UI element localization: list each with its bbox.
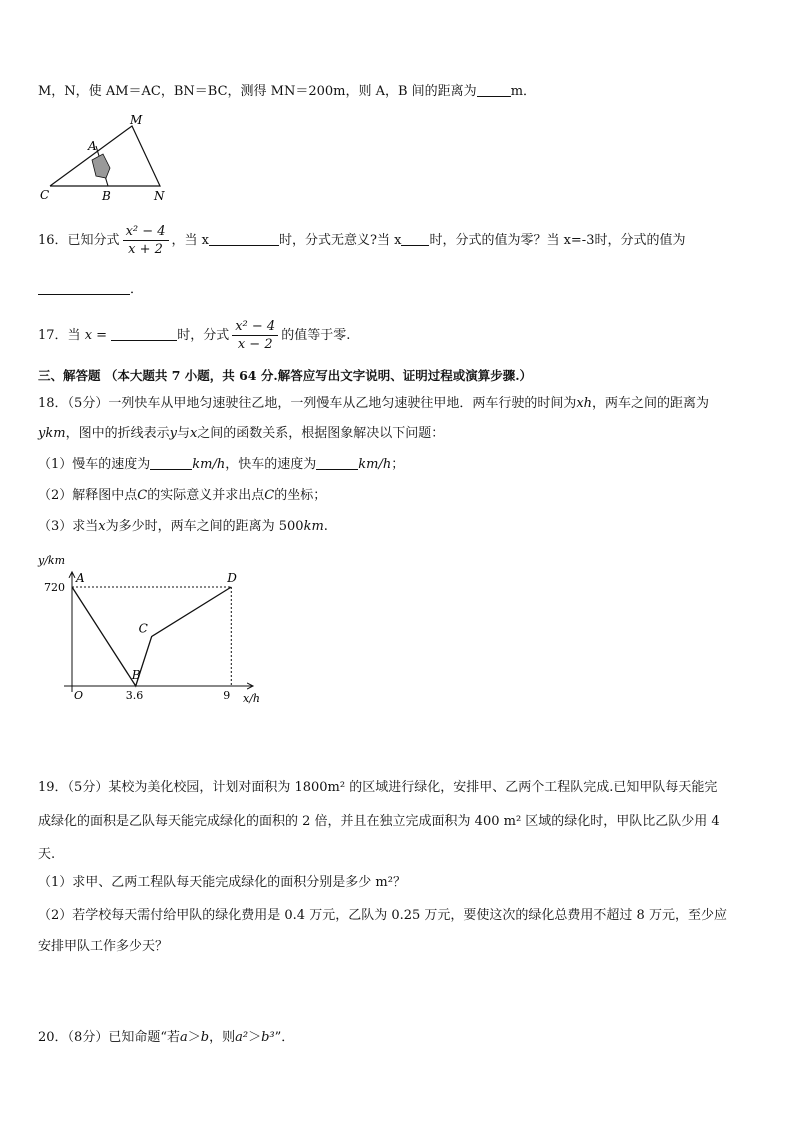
- q16-blank-2: [401, 231, 429, 246]
- q18-s2-text-e: 的坐标；: [274, 488, 327, 503]
- q20-a-squared: a²: [235, 1030, 249, 1045]
- label-a: A: [88, 139, 97, 153]
- x-axis-label: x/h: [243, 692, 260, 705]
- q18-s1-unit-2: km/h: [358, 457, 392, 472]
- q20-gt-2: ＞: [248, 1030, 262, 1045]
- q19-sub-1: （1）求甲、乙两工程队每天能完成绿化的面积分别是多少 m²？: [38, 875, 406, 890]
- q15-triangle-figure: [36, 112, 176, 204]
- q16-fraction: [123, 223, 169, 258]
- q16-blank-3: [38, 280, 130, 295]
- q18-s3-text-e: .: [323, 519, 328, 534]
- point-label-c: C: [138, 621, 148, 636]
- q16-line-2: [38, 280, 143, 300]
- q18-s2-c2: C: [264, 488, 275, 503]
- q19-line-2: 成绿化的面积是乙队每天能完成绿化的面积的 2 倍，并且在独立完成面积为 400 m² 区域的绿化时，甲队比乙队少用 4: [38, 814, 720, 829]
- q16-number: 16．: [38, 233, 68, 248]
- q15-answer-blank: [477, 82, 511, 97]
- q18-line-2: [38, 424, 444, 444]
- q18-s1-text-e: ；: [391, 457, 405, 472]
- x-tick-label-3-6: 3.6: [125, 689, 144, 702]
- q18-graph: [30, 548, 280, 708]
- q18-s3-text-a: （3）求当: [38, 519, 99, 534]
- q16-numerator: x² − 4: [123, 223, 169, 241]
- pond-shape: [92, 154, 110, 178]
- q18-s3-text-c: 为多少时，两车之间的距离为 500: [105, 519, 304, 534]
- q16-text-5: ．: [130, 282, 144, 297]
- point-label-b: B: [131, 668, 141, 682]
- q16-blank-1: [209, 231, 279, 246]
- label-c: C: [40, 188, 50, 202]
- q20-text-e: ，则: [209, 1030, 236, 1045]
- q16-text-1: 已知分式: [67, 233, 120, 248]
- q18-line-1: [38, 394, 709, 414]
- q17-numerator: x² − 4: [232, 318, 278, 336]
- label-b: B: [102, 189, 111, 203]
- q18-s1-text-a: （1）慢车的速度为: [38, 457, 151, 472]
- q18-text-2d: 与: [176, 426, 190, 441]
- q15-line: [38, 82, 536, 102]
- q20-var-b: b: [200, 1030, 210, 1045]
- q18-s1-text-c: ，快车的速度为: [225, 457, 317, 472]
- q17-text-2: 时，分式: [177, 328, 230, 343]
- q18-text-1c: ，两车之间的距离为: [592, 396, 710, 411]
- q15-text: M，N，使 AM＝AC，BN＝BC，测得 MN＝200m，则 A，B 间的距离为: [38, 84, 477, 99]
- q18-var-ykm: ykm: [38, 426, 66, 441]
- q17-line: [38, 318, 350, 353]
- q16-text-4: 时，分式的值为零？当 x=-3时，分式的值为: [429, 233, 686, 248]
- q18-var-xh: xh: [576, 396, 593, 411]
- q18-s1-unit-1: km/h: [192, 457, 226, 472]
- label-n: N: [154, 189, 165, 203]
- q18-s2-c1: C: [137, 488, 148, 503]
- q19-line-1: 19．（5分）某校为美化校园，计划对面积为 1800m² 的区域进行绿化，安排甲、乙两个工程队完成.已知甲队每天能完: [38, 780, 718, 795]
- q15-unit: m．: [510, 84, 537, 99]
- q18-blank-slow-speed: [150, 455, 192, 470]
- point-label-d: D: [227, 571, 237, 585]
- q18-sub-2: [38, 486, 326, 506]
- q18-s2-text-a: （2）解释图中点: [38, 488, 138, 503]
- origin-label: O: [74, 689, 84, 702]
- q19-line-3: 天.: [38, 847, 56, 862]
- q20-gt-1: ＞: [187, 1030, 201, 1045]
- y-axis-label: y/km: [38, 554, 66, 567]
- x-tick-label-9: 9: [223, 689, 231, 702]
- q16-text-2: ，当 x: [171, 233, 210, 248]
- q20-b-cubed: b³: [261, 1030, 275, 1045]
- q17-text-1: 当: [67, 328, 81, 343]
- q18-s3-unit: km: [303, 519, 324, 534]
- q20-var-a: a: [179, 1030, 188, 1045]
- q17-fraction: [232, 318, 278, 353]
- q17-blank: [111, 326, 177, 341]
- q18-s3-x: x: [98, 519, 106, 534]
- q18-var-y: y: [169, 426, 177, 441]
- q17-denominator: x − 2: [237, 337, 273, 352]
- q18-blank-fast-speed: [316, 455, 358, 470]
- q18-var-x: x: [189, 426, 198, 441]
- q16-line: [38, 223, 685, 258]
- q17-text-3: 的值等于零.: [281, 328, 351, 343]
- q17-variable: x =: [84, 328, 108, 343]
- q18-text-2b: ，图中的折线表示: [65, 426, 170, 441]
- q18-sub-1: [38, 455, 404, 475]
- q16-text-3: 时，分式无意义?当 x: [279, 233, 402, 248]
- series-line: [72, 587, 231, 686]
- q20-line: [38, 1028, 294, 1048]
- q17-number: 17．: [38, 328, 68, 343]
- point-label-a: A: [76, 571, 85, 585]
- y-tick-label-720: 720: [44, 581, 65, 594]
- section-3-heading: 三、解答题 （本大题共 7 小题，共 64 分.解答应写出文字说明、证明过程或演算步骤.）: [38, 368, 533, 383]
- q18-sub-3: [38, 517, 328, 537]
- q18-text-2f: 之间的函数关系，根据图象解决以下问题：: [197, 426, 445, 441]
- q19-sub-2a: （2）若学校每天需付给甲队的绿化费用是 0.4 万元，乙队为 0.25 万元，要使这次的绿化总费用不超过 8 万元，至少应: [38, 908, 727, 923]
- label-m: M: [130, 113, 143, 127]
- q20-text-i: ”．: [274, 1030, 295, 1045]
- q20-text-a: 20．（8分）已知命题“若: [38, 1030, 180, 1045]
- q18-s2-text-c: 的实际意义并求出点: [147, 488, 265, 503]
- q18-text-1a: 18．（5分）一列快车从甲地匀速驶往乙地，一列慢车从乙地匀速驶往甲地．两车行驶的时间为: [38, 396, 577, 411]
- q19-sub-2b: 安排甲队工作多少天？: [38, 939, 169, 954]
- q16-denominator: x + 2: [128, 242, 163, 257]
